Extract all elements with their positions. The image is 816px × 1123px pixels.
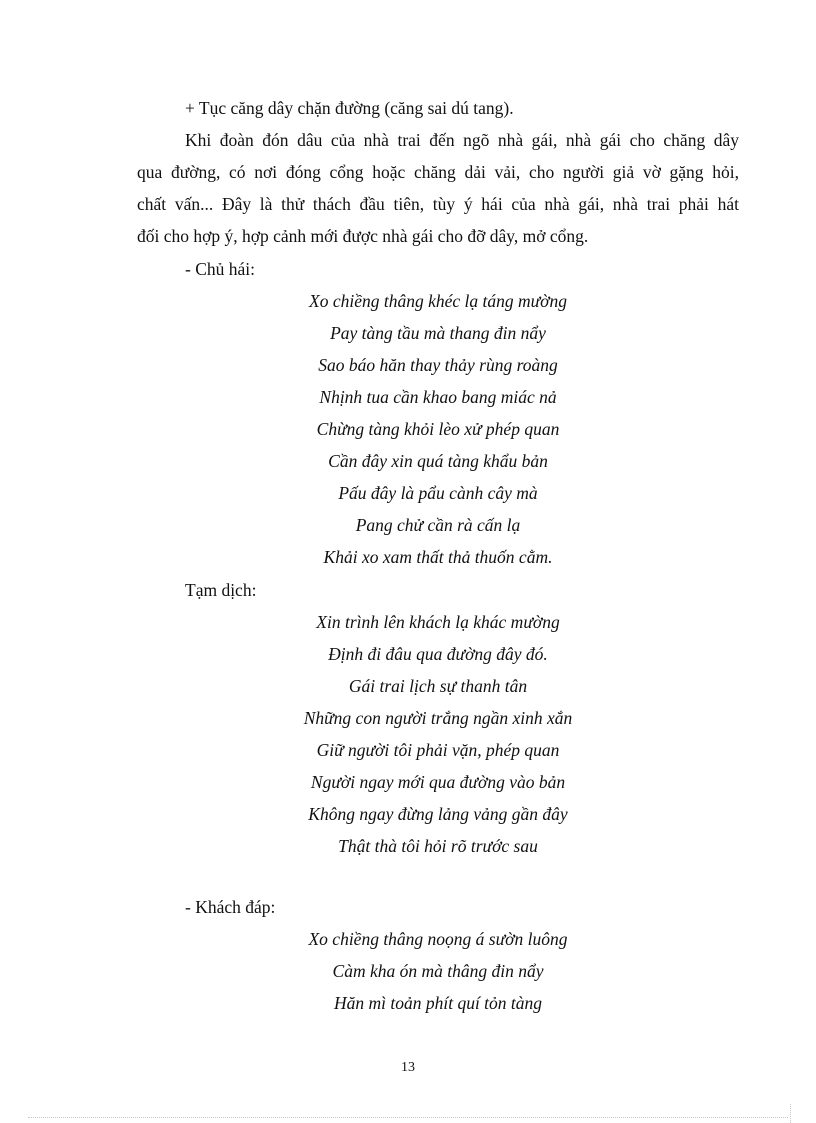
verse-line: Khải xo xam thất thả thuốn cằm. [323, 547, 553, 567]
intro-paragraph [137, 124, 739, 252]
verse-line: Xo chiềng thâng noọng á sườn luông [308, 929, 568, 949]
verse-line: Người ngay mới qua đường vào bản [310, 772, 566, 792]
verse-line: Pấu đây là pẩu cành cây mà [338, 483, 538, 503]
verse-line: Không ngay đừng lảng vảng gần đây [308, 804, 568, 824]
guest-section [137, 891, 739, 923]
verse-line: Định đi đâu qua đường đây đó. [328, 644, 548, 664]
verse-line: Pay tàng tầu mà thang đin nẩy [330, 323, 546, 343]
translation-verses [137, 606, 739, 862]
verse-line: Nhịnh tua cần khao bang miác nả [319, 387, 557, 407]
margin-divider [790, 1104, 791, 1123]
verse-line: Thật thà tôi hỏi rõ trước sau [338, 836, 538, 856]
paragraph-line: Khi đoàn đón dâu của nhà trai đến ngõ nhà gái, nhà gái cho chăng dây [185, 130, 739, 150]
translation-label: Tạm dịch: [185, 580, 257, 600]
footer-divider [28, 1117, 788, 1118]
guest-verses [137, 923, 739, 1019]
translation-section [137, 574, 739, 606]
verse-line: Giữ người tôi phải vặn, phép quan [316, 740, 560, 760]
page-number: 13 [401, 1060, 415, 1075]
verse-line: Sao báo hăn thay thảy rùng roàng [318, 355, 558, 375]
verse-line: Chừng tàng khỏi lèo xử phép quan [316, 419, 560, 439]
host-verses [137, 285, 739, 573]
host-section [137, 253, 739, 285]
verse-line: Càm kha ón mà thâng đin nẩy [332, 961, 544, 981]
verse-line: Cần đây xin quá tàng khẩu bản [328, 451, 548, 471]
paragraph-line: chất vấn... Đây là thử thách đầu tiên, tùy ý hái của nhà gái, nhà trai phải hát [137, 194, 739, 214]
heading-block [137, 92, 739, 124]
verse-line: Pang chử cần rà cấn lạ [355, 515, 521, 535]
verse-line: Gái trai lịch sự thanh tân [348, 676, 528, 696]
paragraph-line: đối cho hợp ý, hợp cảnh mới được nhà gái cho đỡ dây, mở cổng. [137, 226, 589, 246]
section-heading: + Tục căng dây chặn đường (căng sai dú tang). [185, 98, 514, 118]
host-label: - Chủ hái: [185, 259, 255, 279]
paragraph-line: qua đường, có nơi đóng cổng hoặc chăng dải vải, cho người giả vờ gặng hỏi, [137, 162, 739, 182]
verse-line: Hăn mì toản phít quí tỏn tàng [333, 993, 543, 1013]
verse-line: Xin trình lên khách lạ khác mường [316, 612, 560, 632]
verse-line: Xo chiềng thâng khéc lạ táng mường [309, 291, 567, 311]
verse-line: Những con người trắng ngần xinh xắn [303, 708, 573, 728]
guest-label: - Khách đáp: [185, 897, 276, 917]
